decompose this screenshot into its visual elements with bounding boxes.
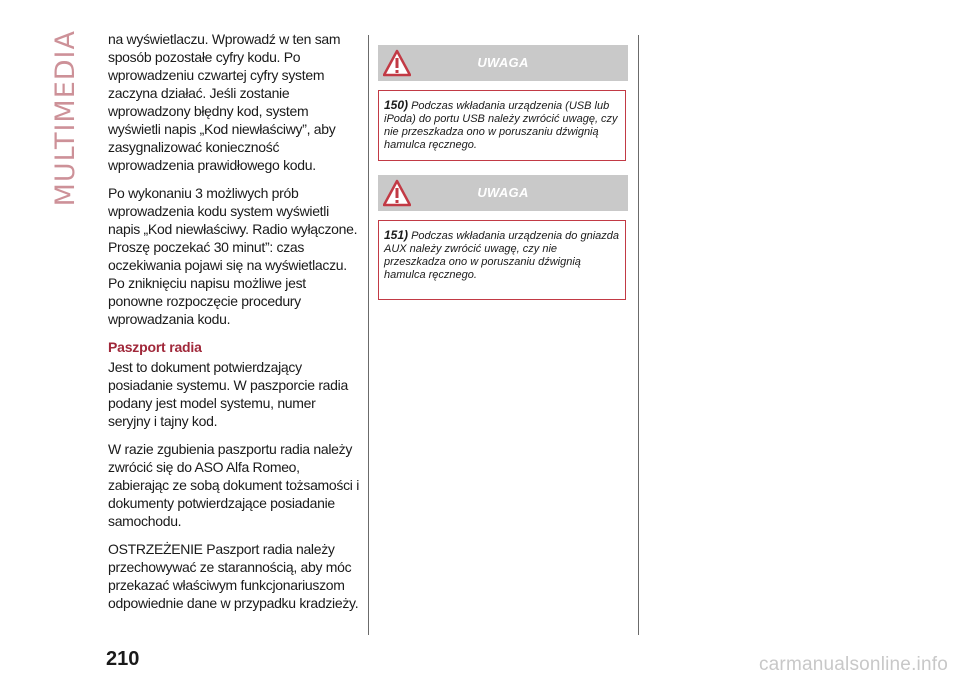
warning-number: 150) <box>384 98 409 112</box>
paragraph-code-entry: na wyświetlaczu. Wprowadź w ten sam sposób pozostałe cyfry kodu. Po wprowadzeniu czwartej cyfry system zaczyna działać. Jeśli zostanie wprowadzony błędny kod, system wyświetli napis „Kod niewłaściwy”, aby zasygnalizować konieczność wprowadzenia prawidłowego kodu. <box>108 31 341 173</box>
warning-header <box>378 175 628 211</box>
warning-header <box>378 45 628 81</box>
watermark: carmanualsonline.info <box>758 654 948 675</box>
warning-text: Podczas wkładania urządzenia do gniazda AUX należy zwrócić uwagę, czy nie przeszkadza ono w poruszaniu dźwignią hamulca ręcznego. <box>384 230 620 281</box>
warning-text: Podczas wkładania urządzenia (USB lub iPoda) do portu USB należy zwrócić uwagę, czy nie przeszkadza ono w poruszaniu dźwignią hamulca ręcznego. <box>384 100 618 151</box>
warning-box <box>378 90 626 161</box>
warning-title: UWAGA <box>477 55 529 70</box>
warning-title: UWAGA <box>477 185 529 200</box>
warning-number: 151) <box>384 228 409 242</box>
paragraph-passport-definition: Jest to dokument potwierdzający posiadanie systemu. W paszporcie radia podany jest model systemu, numer seryjny i tajny kod. <box>108 359 348 429</box>
left-column <box>108 30 360 622</box>
warning-box <box>378 220 626 300</box>
section-side-label: MULTIMEDIA <box>50 30 81 207</box>
paragraph-passport-lost: W razie zgubienia paszportu radia należy zwrócić się do ASO Alfa Romeo, zabierając ze sobą dokument tożsamości i dokumenty potwierdzające posiadanie samochodu. <box>108 441 360 529</box>
section-heading-radio-passport: Paszport radia <box>108 339 202 355</box>
column-divider <box>638 35 639 635</box>
page-number: 210 <box>106 648 140 670</box>
paragraph-wrong-code: Po wykonaniu 3 możliwych prób wprowadzenia kodu system wyświetli napis „Kod niewłaściwy. Radio wyłączone. Proszę poczekać 30 minut”: czas oczekiwania pojawi się na wyświetlaczu. Po zniknięciu napisu możliwe jest ponowne rozpoczęcie procedury wprowadzania kodu. <box>108 185 358 327</box>
paragraph-passport-warning: OSTRZEŻENIE Paszport radia należy przechowywać ze starannością, aby móc przekazać właściwym funkcjonariuszom odpowiednie dane w przypadku kradzieży. <box>108 541 359 611</box>
column-divider <box>368 35 369 635</box>
